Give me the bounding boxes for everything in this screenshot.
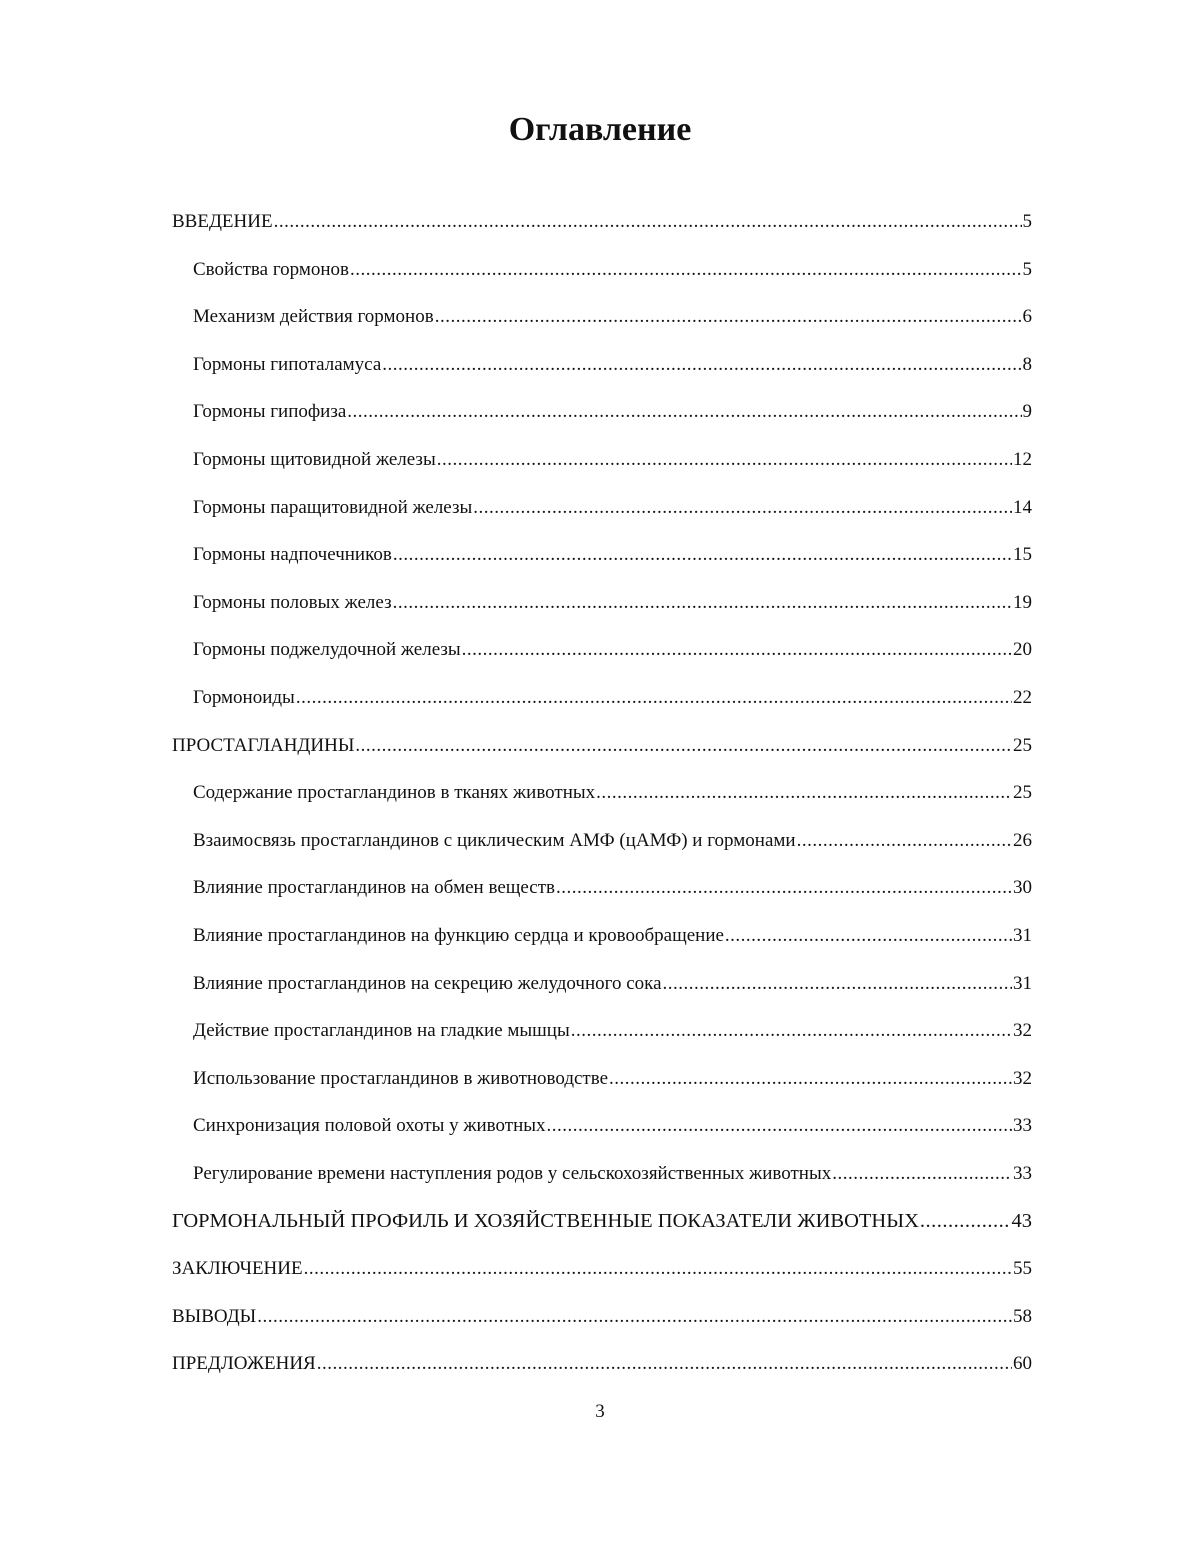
- toc-entry-page: 26: [1013, 829, 1032, 851]
- dot-leader: [663, 966, 1012, 1002]
- toc-entry-title: Гормоны гипофиза: [193, 401, 347, 423]
- toc-entry[interactable]: [172, 966, 1032, 1014]
- toc-entry[interactable]: [172, 823, 1032, 871]
- dot-leader: [257, 1299, 1012, 1335]
- toc-entry[interactable]: [172, 1299, 1032, 1347]
- dot-leader: [547, 1108, 1012, 1144]
- dot-leader: [473, 490, 1012, 526]
- toc-entry-page: 15: [1013, 544, 1032, 566]
- dot-leader: [350, 252, 1021, 288]
- toc-entry-title: Взаимосвязь простагландинов с циклическим АМФ (цАМФ) и гормонами: [193, 829, 796, 851]
- toc-entry-title: Содержание простагландинов в тканях животных: [193, 782, 596, 804]
- toc-list: [172, 204, 1032, 1394]
- dot-leader: [317, 1346, 1012, 1382]
- dot-leader: [797, 823, 1012, 859]
- toc-entry[interactable]: [172, 1251, 1032, 1299]
- toc-entry[interactable]: [172, 775, 1032, 823]
- toc-entry-page: 55: [1013, 1258, 1032, 1280]
- dot-leader: [832, 1156, 1012, 1192]
- dot-leader: [462, 632, 1012, 668]
- toc-entry-title: Гормоны надпочечников: [193, 544, 392, 566]
- toc-entry-title: ЗАКЛЮЧЕНИЕ: [172, 1258, 303, 1280]
- dot-leader: [296, 680, 1012, 716]
- toc-entry[interactable]: [172, 728, 1032, 776]
- toc-entry-page: 25: [1013, 782, 1032, 804]
- toc-entry-title: Синхронизация половой охоты у животных: [193, 1115, 546, 1137]
- toc-entry-title: Действие простагландинов на гладкие мышцы: [193, 1020, 570, 1042]
- toc-entry-title: Свойства гормонов: [193, 258, 350, 280]
- toc-entry-page: 5: [1022, 258, 1032, 280]
- toc-entry[interactable]: [172, 442, 1032, 490]
- toc-entry-page: 60: [1013, 1353, 1032, 1375]
- toc-entry-page: 20: [1013, 639, 1032, 661]
- toc-entry-title: ВЫВОДЫ: [172, 1305, 257, 1327]
- toc-entry-page: 31: [1013, 924, 1032, 946]
- page-number: 3: [595, 1401, 605, 1422]
- toc-entry-page: 8: [1022, 353, 1032, 375]
- dot-leader: [382, 347, 1021, 383]
- toc-entry-title: Использование простагландинов в животноводстве: [193, 1067, 609, 1089]
- toc-entry[interactable]: [172, 394, 1032, 442]
- toc-entry[interactable]: [172, 1346, 1032, 1394]
- toc-entry[interactable]: [172, 680, 1032, 728]
- toc-entry-title: Влияние простагландинов на секрецию желудочного сока: [193, 972, 662, 994]
- toc-entry-page: 58: [1013, 1305, 1032, 1327]
- toc-entry-title: Гормоноиды: [193, 686, 295, 708]
- toc-title: Оглавление: [508, 111, 692, 148]
- dot-leader: [920, 1203, 1011, 1239]
- dot-leader: [609, 1061, 1012, 1097]
- toc-entry-title: Регулирование времени наступления родов у сельскохозяйственных животных: [193, 1162, 832, 1184]
- dot-leader: [393, 537, 1012, 573]
- toc-entry[interactable]: [172, 585, 1032, 633]
- toc-entry-page: 30: [1013, 877, 1032, 899]
- toc-entry-title: Гормоны паращитовидной железы: [193, 496, 473, 518]
- toc-entry[interactable]: [172, 632, 1032, 680]
- dot-leader: [725, 918, 1012, 954]
- toc-entry-page: 25: [1013, 734, 1032, 756]
- toc-entry-page: 5: [1022, 211, 1032, 232]
- dot-leader: [435, 299, 1022, 335]
- toc-entry-title: ВВЕДЕНИЕ: [172, 211, 273, 232]
- dot-leader: [274, 204, 1022, 240]
- dot-leader: [437, 442, 1012, 478]
- dot-leader: [393, 585, 1012, 621]
- toc-entry-page: 43: [1011, 1210, 1032, 1233]
- toc-entry-page: 9: [1022, 401, 1032, 423]
- toc-entry[interactable]: [172, 299, 1032, 347]
- toc-entry-page: 12: [1013, 448, 1032, 470]
- toc-entry[interactable]: [172, 870, 1032, 918]
- toc-entry-page: 32: [1013, 1020, 1032, 1042]
- toc-entry-title: Гормоны щитовидной железы: [193, 448, 436, 470]
- toc-entry[interactable]: [172, 490, 1032, 538]
- toc-entry-title: Влияние простагландинов на обмен веществ: [193, 877, 556, 899]
- toc-entry[interactable]: [172, 1013, 1032, 1061]
- toc-entry[interactable]: [172, 347, 1032, 395]
- toc-entry-title: ПРОСТАГЛАНДИНЫ: [172, 734, 355, 756]
- dot-leader: [571, 1013, 1012, 1049]
- toc-entry[interactable]: [172, 252, 1032, 300]
- toc-entry-title: Гормоны гипоталамуса: [193, 353, 382, 375]
- toc-entry-title: Влияние простагландинов на функцию сердца и кровообращение: [193, 924, 724, 946]
- toc-entry[interactable]: [172, 918, 1032, 966]
- dot-leader: [556, 870, 1012, 906]
- dot-leader: [596, 775, 1012, 811]
- toc-entry-page: 33: [1013, 1162, 1032, 1184]
- dot-leader: [347, 394, 1021, 430]
- toc-entry-page: 22: [1013, 686, 1032, 708]
- toc-entry-title: ПРЕДЛОЖЕНИЯ: [172, 1353, 316, 1375]
- toc-entry-page: 6: [1022, 306, 1032, 328]
- toc-entry-title: Гормоны половых желез: [193, 591, 392, 613]
- toc-entry[interactable]: [172, 204, 1032, 252]
- dot-leader: [355, 728, 1012, 764]
- toc-entry-page: 31: [1013, 972, 1032, 994]
- toc-entry-page: 14: [1013, 496, 1032, 518]
- toc-entry[interactable]: [172, 1108, 1032, 1156]
- toc-entry[interactable]: [172, 1203, 1032, 1251]
- toc-entry[interactable]: [172, 1156, 1032, 1204]
- toc-entry-page: 19: [1013, 591, 1032, 613]
- toc-entry[interactable]: [172, 537, 1032, 585]
- dot-leader: [304, 1251, 1012, 1287]
- toc-entry-title: Гормоны поджелудочной железы: [193, 639, 461, 661]
- toc-entry-title: Механизм действия гормонов: [193, 306, 434, 328]
- toc-entry-page: 32: [1013, 1067, 1032, 1089]
- toc-entry[interactable]: [172, 1061, 1032, 1109]
- toc-entry-title: ГОРМОНАЛЬНЫЙ ПРОФИЛЬ И ХОЗЯЙСТВЕННЫЕ ПОКАЗАТЕЛИ ЖИВОТНЫХ: [172, 1210, 919, 1233]
- toc-entry-page: 33: [1013, 1115, 1032, 1137]
